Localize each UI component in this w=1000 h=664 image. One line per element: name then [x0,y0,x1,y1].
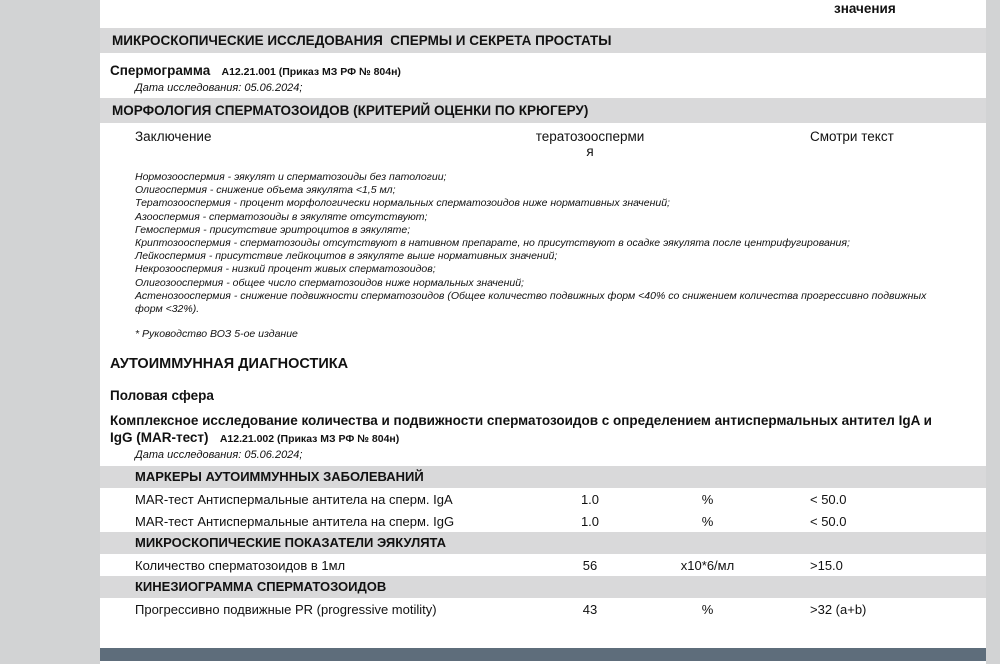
section-header-microscopy: МИКРОСКОПИЧЕСКИЕ ИССЛЕДОВАНИЯ СПЕРМЫ И СЕКРЕТА ПРОСТАТЫ [100,28,986,53]
subsection-header-reproductive: Половая сфера [110,388,214,404]
result-value: 43 [582,601,598,617]
test-name: Комплексное исследование количества и подвижности сперматозоидов с определением антиспермальных антител IgA и IgG (MAR-тест) [110,413,932,446]
result-value: 1.0 [580,513,600,529]
reference-value: < 50.0 [810,513,847,529]
result-value: тератозооспермия [535,129,645,159]
result-value: 56 [582,557,598,573]
reference-value: < 50.0 [810,491,847,507]
units-value: % [701,601,714,617]
reference-value: Смотри текст [810,129,894,144]
parameter-label: MAR-тест Антиспермальные антитела на сперм. IgG [135,513,455,529]
parameter-label: MAR-тест Антиспермальные антитела на сперм. IgA [135,491,453,507]
definition-line: Некрозооспермия - низкий процент живых сперматозоидов; [135,263,436,276]
result-value: 1.0 [580,491,600,507]
parameter-label: Количество сперматозоидов в 1мл [135,557,346,573]
parameter-label: Заключение [135,129,212,144]
footer-bar [100,648,986,661]
results-groups [100,466,986,620]
group-header-autoimmune-markers: МАРКЕРЫ АУТОИММУННЫХ ЗАБОЛЕВАНИЙ [100,466,986,488]
who-guideline-footnote: * Руководство ВОЗ 5-ое издание [135,328,298,341]
units-value: х10*6/мл [680,557,735,573]
units-value: % [701,513,714,529]
subsection-header-morphology: МОРФОЛОГИЯ СПЕРМАТОЗОИДОВ (КРИТЕРИЙ ОЦЕНКИ ПО КРЮГЕРУ) [100,98,986,123]
definition-line: Тератозооспермия - процент морфологически нормальных сперматозоидов ниже нормативных значений; [135,197,670,210]
table-row [100,488,986,510]
definition-line: Олигозооспермия - общее число сперматозоидов ниже нормальных значений; [135,276,524,289]
definition-line: Гемоспермия - присутствие эритроцитов в эякуляте; [135,223,411,236]
cropped-reference-column-header: значения [834,1,896,16]
table-row [100,554,986,576]
definition-line: Нормозооспермия - эякулят и сперматозоиды без патологии; [135,171,447,183]
test-code: А12.21.001 (Приказ МЗ РФ № 804н) [221,66,401,78]
test-title-spermogram [110,62,940,81]
table-row [100,129,986,163]
terminology-definitions [135,171,945,316]
units-value: % [701,491,714,507]
section-header-autoimmune: АУТОИММУННАЯ ДИАГНОСТИКА [110,356,349,373]
study-date: Дата исследования: 05.06.2024; [135,82,303,94]
study-date: Дата исследования: 05.06.2024; [135,449,303,462]
definition-line: Криптозооспермия - сперматозоиды отсутствуют в нативном препарате, но присутствуют в осадке эякулята после центрифугирования; [135,237,850,250]
group-header-microscopic-ejaculate: МИКРОСКОПИЧЕСКИЕ ПОКАЗАТЕЛИ ЭЯКУЛЯТА [100,532,986,554]
group-header-kinesiogram: КИНЕЗИОГРАММА СПЕРМАТОЗОИДОВ [100,576,986,598]
table-row [100,510,986,532]
reference-value: >15.0 [810,557,843,573]
definition-line: Лейкоспермия - присутствие лейкоцитов в эякуляте выше нормативных значений; [135,250,558,263]
reference-value: >32 (a+b) [810,601,867,617]
test-title-mar-test [110,412,940,448]
definition-line: Азооспермия - сперматозоиды в эякуляте отсутствуют; [135,210,428,223]
parameter-label: Прогрессивно подвижные PR (progressive motility) [135,601,437,617]
definition-line: Астенозооспермия - снижение подвижности сперматозоидов (Общее количество подвижных форм <40% со снижением количества прогрессивно подвижных форм <32%). [135,289,927,316]
lab-report-page [100,0,986,664]
definition-line: Олигоспермия - снижение объема эякулята <1,5 мл; [135,184,396,197]
test-name: Спермограмма [110,63,211,78]
test-code: А12.21.002 (Приказ МЗ РФ № 804н) [219,433,400,446]
table-row [100,598,986,620]
